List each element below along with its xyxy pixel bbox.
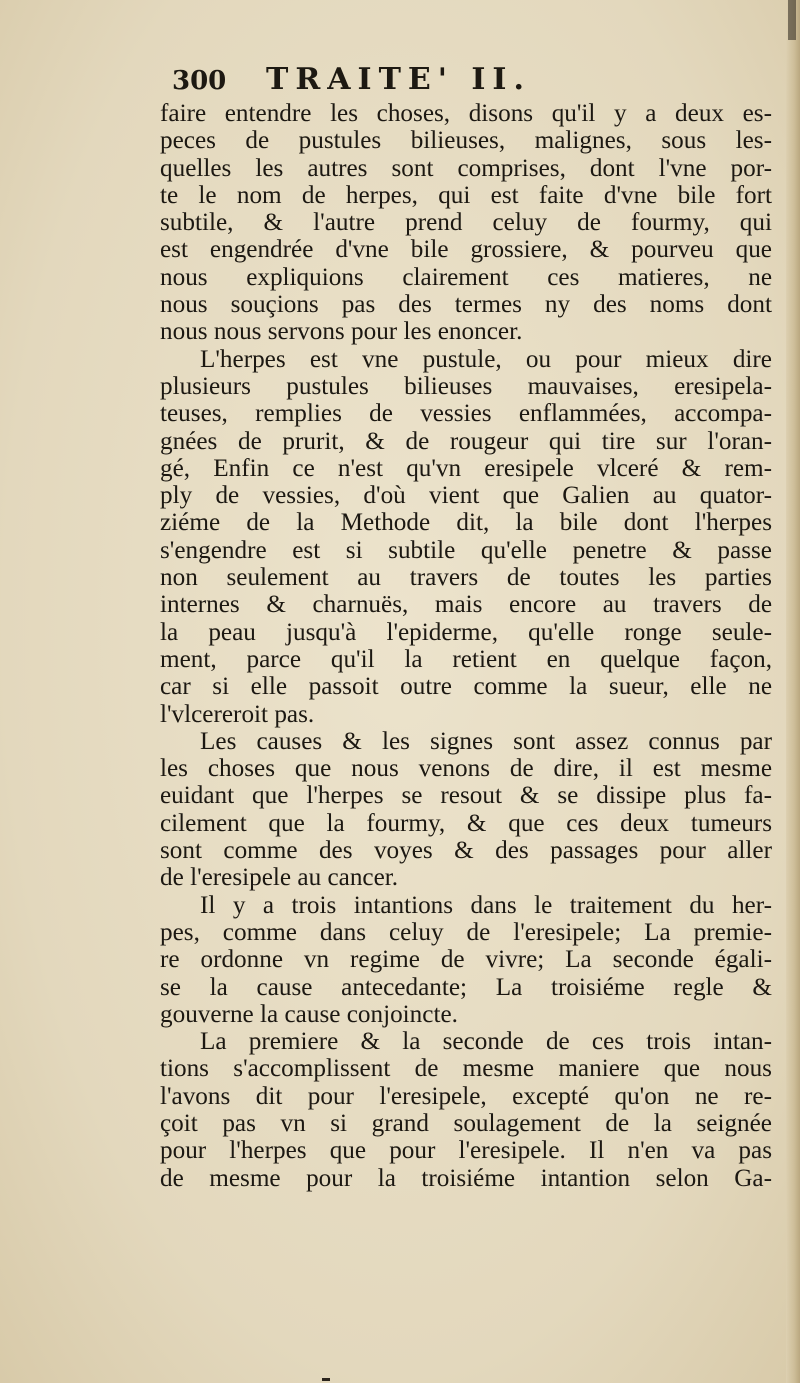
body-text: [160, 100, 772, 1192]
text-line: sont comme des voyes & des passages pour aller: [160, 837, 772, 865]
text-line: ment, parce qu'il la retient en quelque façon,: [160, 645, 772, 673]
text-line: Les causes & les signes sont assez connus par: [200, 727, 772, 755]
text-line: La premiere & la seconde de ces trois intan-: [200, 1028, 772, 1056]
text-line: l'vlcereroit pas.: [160, 700, 315, 728]
text-line: non seulement au travers de toutes les parties: [160, 564, 772, 592]
text-line: teuses, remplies de vessies enflammées, accompa-: [160, 400, 772, 428]
text-line: plusieurs pustules bilieuses mauvaises, eresipela-: [160, 372, 772, 400]
text-line: internes & charnuës, mais encore au travers de: [160, 591, 772, 619]
text-line: quelles les autres sont comprises, dont l'vne por-: [160, 154, 772, 182]
text-line: re ordonne vn regime de vivre; La seconde égali-: [160, 946, 772, 974]
text-line: pour l'herpes que pour l'eresipele. Il n'en va pas: [160, 1137, 772, 1165]
text-line: les choses que nous venons de dire, il est mesme: [160, 755, 772, 783]
text-line: subtile, & l'autre prend celuy de fourmy, qui: [160, 209, 772, 237]
text-line: nous souçions pas des termes ny des noms dont: [160, 291, 772, 319]
binding-mark: [788, 0, 796, 40]
text-line: ply de vessies, d'où vient que Galien au quator-: [160, 482, 772, 510]
running-head: TRAITE' II.: [266, 62, 531, 97]
page-header: [172, 62, 772, 102]
text-line: car si elle passoit outre comme la sueur, elle ne: [160, 673, 772, 701]
text-line: nous expliquions clairement ces matieres, ne: [160, 263, 772, 291]
text-line: s'engendre est si subtile qu'elle penetre & passe: [160, 536, 772, 564]
text-line: gnées de prurit, & de rougeur qui tire sur l'oran-: [160, 427, 772, 455]
text-line: euidant que l'herpes se resout & se dissipe plus fa-: [160, 782, 772, 810]
text-line: pes, comme dans celuy de l'eresipele; La premie-: [160, 918, 772, 946]
text-line: L'herpes est vne pustule, ou pour mieux dire: [200, 345, 772, 373]
ink-speck: [322, 1378, 330, 1381]
text-line: gé, Enfin ce n'est qu'vn eresipele vlceré & rem-: [160, 454, 772, 482]
text-line: çoit pas vn si grand soulagement de la seignée: [160, 1109, 772, 1137]
text-line: se la cause antecedante; La troisiéme regle &: [160, 973, 772, 1001]
page-edge: [786, 0, 800, 1383]
text-line: est engendrée d'vne bile grossiere, & pourveu que: [160, 236, 772, 264]
text-line: faire entendre les choses, disons qu'il y a deux es-: [160, 100, 772, 127]
text-line: gouverne la cause conjoincte.: [160, 1000, 458, 1028]
text-line: nous nous servons pour les enoncer.: [160, 318, 523, 346]
text-line: de l'eresipele au cancer.: [160, 864, 399, 892]
text-line: peces de pustules bilieuses, malignes, sous les-: [160, 127, 772, 155]
text-line: Il y a trois intantions dans le traitement du her-: [200, 891, 772, 919]
text-line: la peau jusqu'à l'epiderme, qu'elle ronge seule-: [160, 618, 772, 646]
text-line: te le nom de herpes, qui est faite d'vne bile fort: [160, 181, 772, 209]
page-number: 300: [172, 66, 227, 96]
text-line: cilement que la fourmy, & que ces deux tumeurs: [160, 809, 772, 837]
text-line: de mesme pour la troisiéme intantion selon Ga-: [160, 1164, 772, 1192]
text-line: tions s'accomplissent de mesme maniere que nous: [160, 1055, 772, 1083]
text-line: l'avons dit pour l'eresipele, excepté qu'on ne re-: [160, 1082, 772, 1110]
text-line: ziéme de la Methode dit, la bile dont l'herpes: [160, 509, 772, 537]
